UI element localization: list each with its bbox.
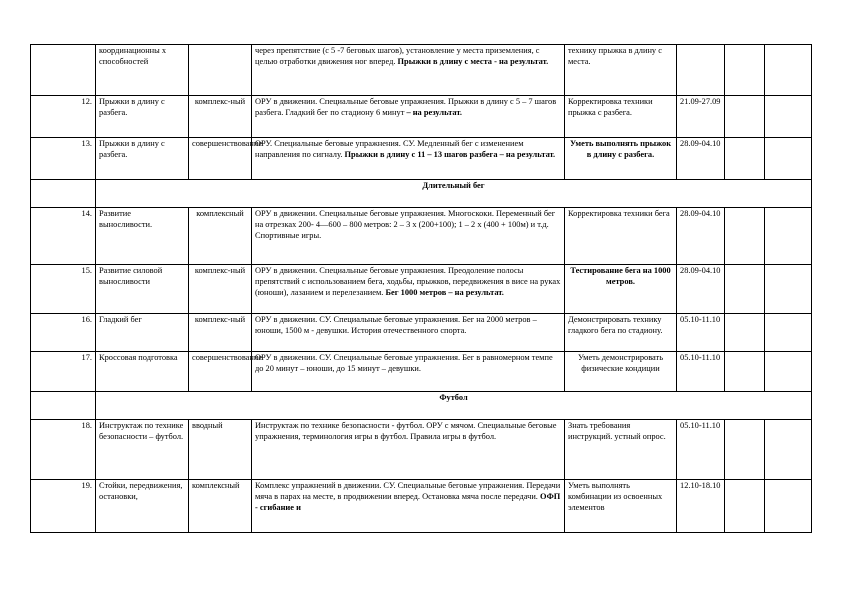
lesson-content: [252, 265, 565, 314]
lesson-date: 05.10-11.10: [677, 314, 725, 352]
lesson-content: [252, 45, 565, 96]
lesson-date: 12.10-18.10: [677, 480, 725, 533]
table-row: [31, 420, 812, 480]
lesson-content: [252, 96, 565, 138]
lesson-topic: Гладкий бег: [96, 314, 189, 352]
content-text: через препятствие (с 5 -7 беговых шагов), установление у места приземления, с целью отработки движения ног вперед.: [255, 46, 540, 66]
empty-cell: [765, 420, 812, 480]
content-text: ОРУ в движении. Специальные беговые упражнения. Прыжки в длину с 5 – 7 шагов разбега. Гладкий бег по стадиону 6 минут: [255, 97, 557, 117]
table-row: [31, 314, 812, 352]
empty-cell: [725, 480, 765, 533]
content-bold-text: Прыжки в длину с места - на результат.: [397, 56, 549, 66]
table-row: [31, 96, 812, 138]
lesson-plan-table: [30, 44, 812, 533]
lesson-date: 28.09-04.10: [677, 208, 725, 265]
content-bold-text: ОФП - сгибание и: [255, 491, 561, 512]
lesson-number: 17.: [31, 352, 96, 392]
lesson-number: [31, 45, 96, 96]
lesson-topic: Инструктаж по технике безопасности – футбол.: [96, 420, 189, 480]
lesson-topic: Прыжки в длину с разбега.: [96, 96, 189, 138]
lesson-content: [252, 138, 565, 180]
table-row: [31, 480, 812, 533]
empty-cell: [765, 138, 812, 180]
empty-cell: [765, 45, 812, 96]
table-row: [31, 208, 812, 265]
lesson-number: 13.: [31, 138, 96, 180]
lesson-requirements: Уметь демонстрировать физические кондиции: [565, 352, 677, 392]
lesson-topic: Прыжки в длину с разбега.: [96, 138, 189, 180]
lesson-type: [189, 45, 252, 96]
empty-cell: [31, 392, 96, 420]
lesson-topic: Кроссовая подготовка: [96, 352, 189, 392]
content-text: Комплекс упражнений в движении. СУ. Специальные беговые упражнения. Передачи мяча в парах на месте, в продвижении вперед. Остановка мяча после передачи.: [255, 481, 561, 501]
content-text: ОРУ в движении. СУ. Специальные беговые упражнения. Бег на 2000 метров – юноши, 1500 м - девушки. История отечественного спорта.: [255, 315, 537, 335]
empty-cell: [765, 208, 812, 265]
lesson-type: комплексный: [189, 208, 252, 265]
lesson-content: [252, 208, 565, 265]
lesson-requirements: Демонстрировать технику гладкого бега по стадиону.: [565, 314, 677, 352]
lesson-type: комплекс-ный: [189, 314, 252, 352]
content-bold-text: – на результат.: [406, 107, 462, 117]
empty-cell: [725, 138, 765, 180]
section-row: [31, 392, 812, 420]
lesson-topic: Стойки, передвижения, остановки,: [96, 480, 189, 533]
table-row: [31, 265, 812, 314]
empty-cell: [765, 265, 812, 314]
lesson-requirements: Тестирование бега на 1000 метров.: [565, 265, 677, 314]
lesson-requirements: технику прыжка в длину с места.: [565, 45, 677, 96]
content-text: ОРУ в движении. Специальные беговые упражнения. Многоскоки. Переменный бег на отрезках 200- 4—600 – 800 метров: 2 – 3 х (200+100); 1 – 2 х (400 + 100м) и т.д. Спортивные игры.: [255, 209, 556, 240]
content-text: ОРУ в движении. СУ. Специальные беговые упражнения. Бег в равномерном темпе до 20 минут – юноши, до 15 минут – девушки.: [255, 353, 553, 373]
lesson-type: совершенствование: [189, 138, 252, 180]
lesson-requirements: Уметь выполнять комбинации из освоенных элементов: [565, 480, 677, 533]
empty-cell: [725, 208, 765, 265]
empty-cell: [765, 314, 812, 352]
lesson-date: 05.10-11.10: [677, 420, 725, 480]
lesson-requirements: Уметь выполнять прыжок в длину с разбега.: [565, 138, 677, 180]
lesson-requirements: Корректировка техники прыжка с разбега.: [565, 96, 677, 138]
content-text: ОРУ в движении. Специальные беговые упражнения. Преодоление полосы препятствий с использованием бега, ходьбы, прыжков, передвижения в висе на руках (юноши), лазанием и перелезанием.: [255, 266, 561, 297]
empty-cell: [725, 352, 765, 392]
content-bold-text: Прыжки в длину с 11 – 13 шагов разбега – на результат.: [344, 149, 556, 159]
empty-cell: [725, 420, 765, 480]
lesson-content: [252, 420, 565, 480]
lesson-topic: Развитие выносливости.: [96, 208, 189, 265]
lesson-date: 28.09-04.10: [677, 138, 725, 180]
lesson-number: 15.: [31, 265, 96, 314]
lesson-number: 12.: [31, 96, 96, 138]
table-row: [31, 352, 812, 392]
content-text: ОРУ. Специальные беговые упражнения. СУ. Медленный бег с изменением направления по сигналу.: [255, 139, 524, 159]
lesson-topic: Развитие силовой выносливости: [96, 265, 189, 314]
lesson-date: 28.09-04.10: [677, 265, 725, 314]
lesson-type: комплексный: [189, 480, 252, 533]
empty-cell: [725, 96, 765, 138]
empty-cell: [765, 96, 812, 138]
empty-cell: [725, 314, 765, 352]
lesson-number: 18.: [31, 420, 96, 480]
lesson-number: 14.: [31, 208, 96, 265]
lesson-type: комплекс-ный: [189, 265, 252, 314]
empty-cell: [725, 265, 765, 314]
empty-cell: [765, 352, 812, 392]
section-title: Футбол: [96, 392, 812, 420]
section-title: Длительный бег: [96, 180, 812, 208]
lesson-content: [252, 352, 565, 392]
lesson-date: [677, 45, 725, 96]
lesson-type: совершенствование: [189, 352, 252, 392]
content-bold-text: Бег 1000 метров – на результат.: [385, 287, 504, 297]
table-row: [31, 138, 812, 180]
empty-cell: [765, 480, 812, 533]
table-row: [31, 45, 812, 96]
lesson-number: 16.: [31, 314, 96, 352]
empty-cell: [725, 45, 765, 96]
lesson-type: вводный: [189, 420, 252, 480]
lesson-content: [252, 480, 565, 533]
content-text: Инструктаж по технике безопасности - футбол. ОРУ с мячом. Специальные беговые упражнения, терминология игры в футбол. Правила игры в футбол.: [255, 421, 557, 441]
lesson-type: комплекс-ный: [189, 96, 252, 138]
section-row: [31, 180, 812, 208]
lesson-topic: координационны х способностей: [96, 45, 189, 96]
lesson-number: 19.: [31, 480, 96, 533]
lesson-requirements: Знать требования инструкций. устный опрос.: [565, 420, 677, 480]
lesson-date: 05.10-11.10: [677, 352, 725, 392]
lesson-content: [252, 314, 565, 352]
lesson-requirements: Корректировка техники бега: [565, 208, 677, 265]
lesson-date: 21.09-27.09: [677, 96, 725, 138]
empty-cell: [31, 180, 96, 208]
